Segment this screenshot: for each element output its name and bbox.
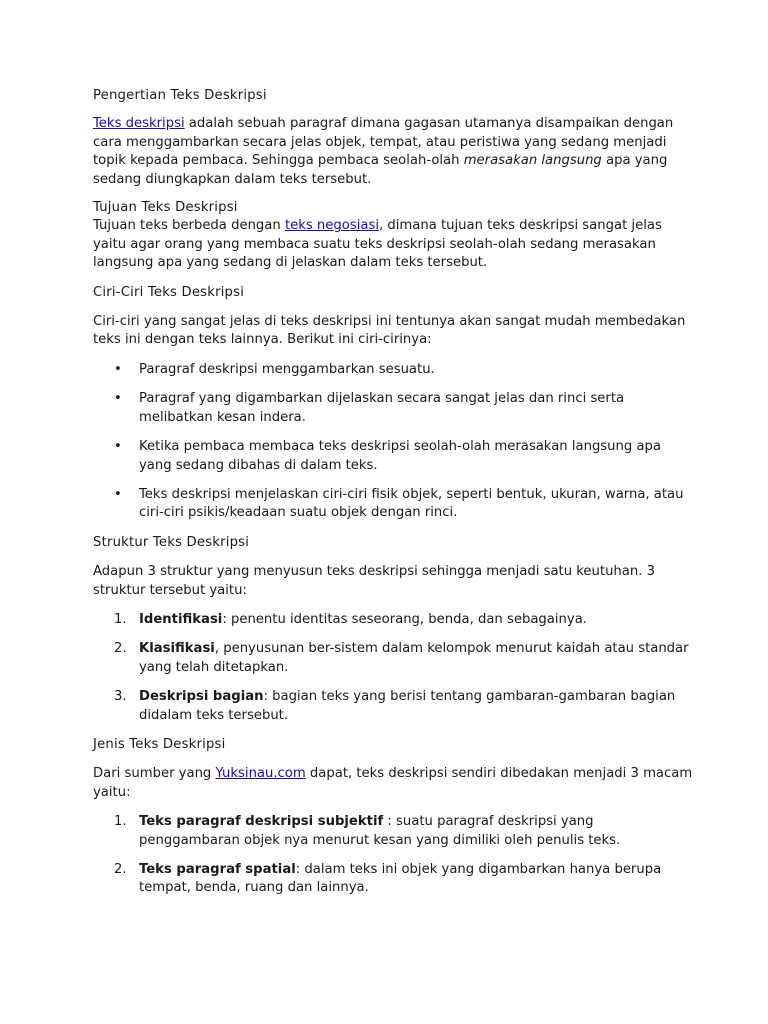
list-number: 2. — [114, 641, 127, 657]
list-item — [93, 486, 693, 523]
list-item — [93, 813, 693, 850]
text-span: adalah sebuah paragraf dimana gagasan utamanya disampaikan dengan cara menggambarkan secara jelas objek, tempat, atau peristiwa yang sedang menjadi topik kepada pembaca. Sehingga pembaca seolah-olah — [93, 116, 674, 169]
list-item — [93, 861, 693, 898]
term-description: : bagian teks yang berisi tentang gambaran-gambaran bagian didalam teks tersebut. — [139, 689, 676, 723]
paragraph-jenis-intro — [93, 765, 693, 802]
text-span: , dimana tujuan teks deskripsi sangat jelas yaitu agar orang yang membaca suatu teks deskripsi seolah-olah sedang merasakan langsung apa yang sedang di jelaskan dalam teks tersebut. — [93, 218, 662, 271]
list-item-text: Paragraf deskripsi menggambarkan sesuatu. — [139, 361, 435, 377]
term-description: : penentu identitas seseorang, benda, dan sebagainya. — [222, 611, 587, 627]
heading-struktur: Struktur Teks Deskripsi — [93, 534, 250, 550]
paragraph-tujuan — [93, 217, 693, 272]
text-span: apa yang sedang diungkapkan dalam teks tersebut. — [93, 153, 668, 187]
list-item — [93, 390, 693, 427]
ciri-list — [93, 361, 693, 523]
list-item-text: Teks deskripsi menjelaskan ciri-ciri fisik objek, seperti bentuk, ukuran, warna, atau ciri-ciri psikis/keadaan suatu objek dengan rinci. — [139, 486, 684, 521]
list-number: 3. — [114, 689, 127, 705]
term-description: , penyusunan ber-sistem dalam kelompok menurut kaidah atau standar yang telah ditetapkan. — [139, 641, 689, 675]
link-teks-deskripsi[interactable]: Teks deskripsi — [93, 116, 185, 132]
list-item-text: Ketika pembaca membaca teks deskripsi seolah-olah merasakan langsung apa yang sedang dibahas di dalam teks. — [139, 439, 661, 473]
list-number: 1. — [114, 611, 127, 627]
list-item — [93, 438, 693, 475]
list-item — [93, 688, 693, 725]
bullet-icon: • — [114, 361, 122, 377]
bullet-icon: • — [114, 439, 122, 455]
bullet-icon: • — [114, 486, 122, 502]
term-description: : suatu paragraf deskripsi yang penggambaran objek nya menurut kesan yang dimiliki oleh penulis teks. — [139, 814, 621, 848]
bullet-icon: • — [114, 391, 122, 407]
term: Klasifikasi — [139, 641, 215, 657]
term: Teks paragraf deskripsi subjektif — [139, 814, 384, 830]
italic-text: merasakan langsung — [463, 153, 602, 169]
text-span: Dari sumber yang — [93, 766, 216, 782]
heading-jenis: Jenis Teks Deskripsi — [93, 736, 226, 752]
list-item — [93, 361, 693, 379]
list-item-text: Paragraf yang digambarkan dijelaskan secara sangat jelas dan rinci serta melibatkan kesan indera. — [139, 391, 625, 425]
term-description: : dalam teks ini objek yang digambarkan hanya berupa tempat, benda, ruang dan lainnya. — [139, 862, 662, 896]
link-yuksinau[interactable]: Yuksinau.com — [215, 766, 306, 782]
paragraph-struktur-intro: Adapun 3 struktur yang menyusun teks deskripsi sehingga menjadi satu keutuhan. 3 struktur tersebut yaitu: — [93, 564, 656, 598]
heading-tujuan: Tujuan Teks Deskripsi — [93, 200, 238, 216]
term: Deskripsi bagian — [139, 689, 264, 705]
term: Teks paragraf spatial — [139, 862, 296, 877]
struktur-list — [93, 611, 693, 725]
list-item — [93, 611, 693, 629]
heading-pengertian: Pengertian Teks Deskripsi — [93, 88, 267, 103]
paragraph-ciri-intro: Ciri-ciri yang sangat jelas di teks deskripsi ini tentunya akan sangat mudah membedakan teks ini dengan teks lainnya. Berikut ini ciri-cirinya: — [93, 314, 686, 348]
list-number: 2. — [114, 862, 127, 877]
jenis-list — [93, 813, 693, 898]
link-teks-negosiasi[interactable]: teks negosiasi — [284, 218, 379, 234]
paragraph-pengertian — [93, 115, 693, 189]
document-body — [93, 87, 693, 898]
text-span: Tujuan teks berbeda dengan — [93, 218, 285, 234]
list-item — [93, 640, 693, 677]
heading-ciri-ciri: Ciri-Ciri Teks Deskripsi — [93, 284, 245, 300]
text-span: dapat, teks deskripsi sendiri dibedakan menjadi 3 macam yaitu: — [93, 766, 693, 800]
term: Identifikasi — [139, 611, 223, 627]
list-number: 1. — [114, 814, 127, 830]
